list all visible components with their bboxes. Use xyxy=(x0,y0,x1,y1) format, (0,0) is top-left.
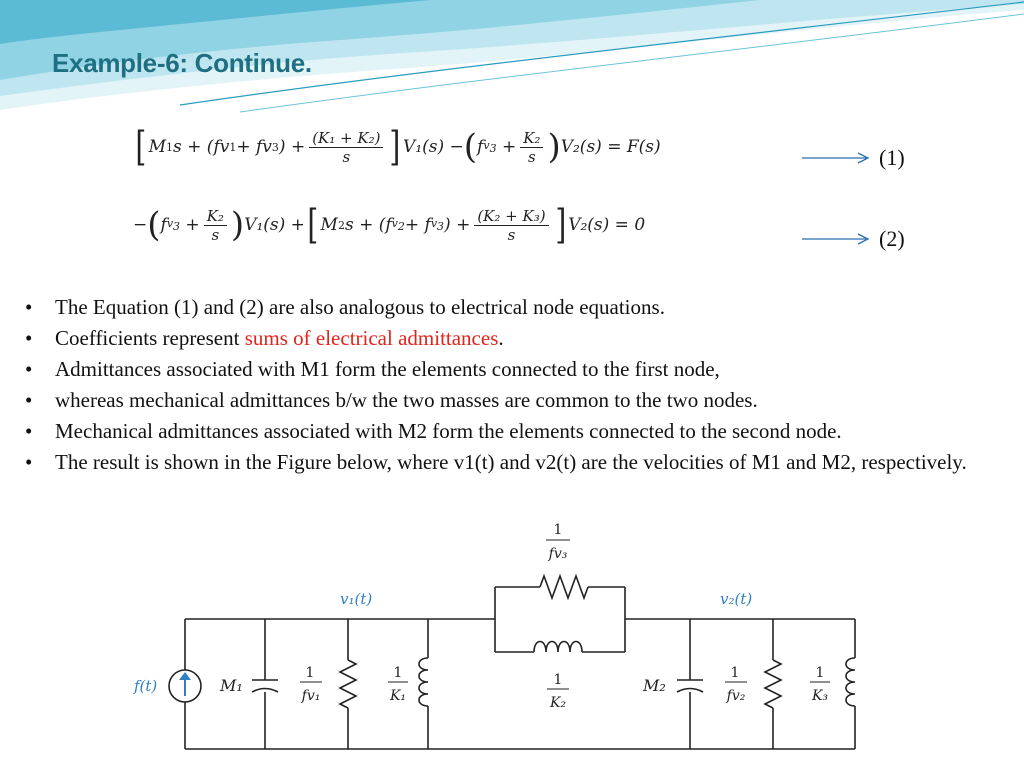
equation-2-label: (2) xyxy=(879,226,905,251)
node-1-label: v₁(t) xyxy=(340,590,373,608)
bullet-item: • Admittances associated with M1 form the elements connected to the first node, xyxy=(25,354,987,385)
arrow-icon xyxy=(802,232,872,246)
k3-label: K₃ xyxy=(811,688,829,704)
slide-title: Example-6: Continue. xyxy=(52,48,312,78)
bullet-item: • whereas mechanical admittances b/w the two masses are common to the two nodes. xyxy=(25,385,987,416)
bullet-item: • The result is shown in the Figure below, where v1(t) and v2(t) are the velocities of M1 and M2, respectively. xyxy=(25,447,987,478)
node-2-label: v₂(t) xyxy=(720,590,753,608)
svg-text:1: 1 xyxy=(730,665,740,681)
k1-label: K₁ xyxy=(389,688,407,704)
bullet-list xyxy=(25,292,987,478)
bullet-item: • Mechanical admittances associated with M2 form the elements connected to the second node. xyxy=(25,416,987,447)
equation-1: [ M 1 s + (f v 1 + f v 3 ) + $\frac{\text{(K₁ + K₂)}}{s}$ ] V₁(s) − ( f $v_3$ + $\frac{\text{K₂}}{s}$ ) V₂(s) = F(s) xyxy=(133,118,783,176)
equation-1-label: (1) xyxy=(879,145,905,170)
arrow-icon xyxy=(802,151,872,165)
svg-text:1: 1 xyxy=(553,672,563,688)
m1-label: M₁ xyxy=(220,676,243,695)
svg-text:1: 1 xyxy=(815,665,825,681)
fv2-label: fv₂ xyxy=(726,688,746,704)
svg-text:1: 1 xyxy=(305,665,315,681)
current-source-arrow-icon xyxy=(179,672,191,696)
m2-label: M₂ xyxy=(643,676,666,695)
svg-text:1: 1 xyxy=(393,665,403,681)
equation-2: − ( f $v_3$ + $\frac{\text{K₂}}{s}$ ) V₁(s) + [ M 2 s + (f $v_2$ + f $v_3$ ) + $\frac{\text{(K₂ + K₃)}}{s}$ ] V₂(s) = 0 xyxy=(133,196,783,254)
fv3-label: fv₃ xyxy=(548,546,568,562)
source-label: f(t) xyxy=(134,677,158,695)
fv1-label: fv₁ xyxy=(301,688,321,704)
k2-label: K₂ xyxy=(549,695,567,711)
bullet-item: • Coefficients represent sums of electrical admittances. xyxy=(25,323,987,354)
bullet-item: • The Equation (1) and (2) are also analogous to electrical node equations. xyxy=(25,292,987,323)
circuit-diagram xyxy=(130,512,870,762)
svg-text:1: 1 xyxy=(553,522,563,538)
highlighted-text: sums of electrical admittances xyxy=(244,326,499,350)
